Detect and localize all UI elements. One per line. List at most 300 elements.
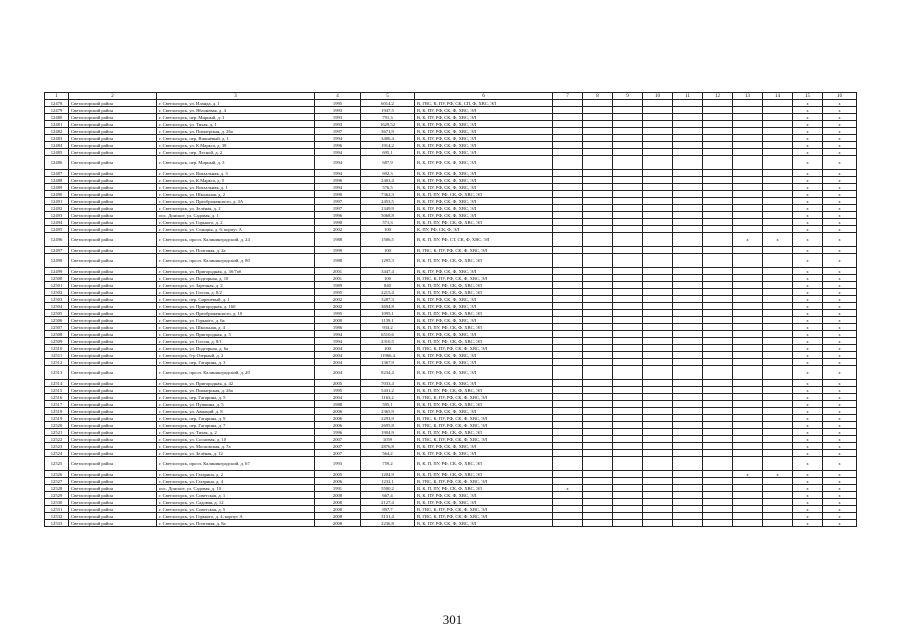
district-cell: Светлогорский район [69,366,157,380]
row-number: 12491 [45,198,69,205]
mark-cell-col-8 [583,107,613,114]
mark-cell-col-7: х [553,485,583,492]
mark-cell-col-15: х [793,135,823,142]
mark-cell-col-8 [583,317,613,324]
row-number: 12527 [45,478,69,485]
table-row [45,338,857,345]
mark-cell-col-8 [583,408,613,415]
mark-cell-col-13 [733,394,763,401]
mark-cell-col-15: х [793,100,823,107]
mark-cell-col-10 [643,219,673,226]
mark-cell-col-12 [703,184,733,191]
row-number: 12531 [45,506,69,513]
mark-cell-col-7 [553,135,583,142]
works-cell: В, ГВС, К, ПУ, РФ, СК, Ф, ХВС, ЭЛ [415,478,553,485]
mark-cell-col-7 [553,296,583,303]
mark-cell-col-16: х [823,394,857,401]
works-cell: В, К, ПУ, РФ, СК, Ф, ХВС, ЭЛ [415,303,553,310]
mark-cell-col-10 [643,317,673,324]
mark-cell-col-9 [613,149,643,156]
mark-cell-col-11 [673,282,703,289]
mark-cell-col-13 [733,170,763,177]
district-cell: Светлогорский район [69,471,157,478]
mark-cell-col-8 [583,338,613,345]
row-number: 12499 [45,268,69,275]
mark-cell-col-15: х [793,254,823,268]
mark-cell-col-11 [673,436,703,443]
mark-cell-col-12 [703,128,733,135]
mark-cell-col-11 [673,170,703,177]
mark-cell-col-14 [763,121,793,128]
address-cell: г. Светлогорск, ул. Садовая, д. 12 [157,499,315,506]
mark-cell-col-14 [763,422,793,429]
mark-cell-col-10 [643,485,673,492]
mark-cell-col-15: х [793,303,823,310]
mark-cell-col-11 [673,219,703,226]
mark-cell-col-16: х [823,226,857,233]
mark-cell-col-15: х [793,226,823,233]
row-number: 12485 [45,149,69,156]
area-cell: 8234,4 [361,366,415,380]
mark-cell-col-10 [643,184,673,191]
mark-cell-col-11 [673,394,703,401]
mark-cell-col-7 [553,149,583,156]
mark-cell-col-13 [733,254,763,268]
mark-cell-col-9 [613,359,643,366]
area-cell: 100 [361,247,415,254]
address-cell: г. Светлогорск, б-р Озерный, д. 2 [157,352,315,359]
row-number: 12524 [45,450,69,457]
district-cell: Светлогорский район [69,212,157,219]
mark-cell-col-16: х [823,457,857,471]
mark-cell-col-16: х [823,471,857,478]
works-cell: В, К, ПУ, РФ, СК, Ф, ХВС, ЭЛ [415,121,553,128]
mark-cell-col-8 [583,282,613,289]
mark-cell-col-10 [643,212,673,219]
mark-cell-col-15: х [793,191,823,198]
year-cell: 1989 [315,282,361,289]
mark-cell-col-11 [673,450,703,457]
table-row [45,275,857,282]
mark-cell-col-9 [613,443,643,450]
mark-cell-col-11 [673,415,703,422]
district-cell: Светлогорский район [69,457,157,471]
mark-cell-col-16: х [823,506,857,513]
year-cell: 2002 [315,303,361,310]
mark-cell-col-12 [703,513,733,520]
mark-cell-col-16: х [823,205,857,212]
mark-cell-col-13 [733,380,763,387]
mark-cell-col-11 [673,366,703,380]
mark-cell-col-10 [643,107,673,114]
mark-cell-col-14 [763,499,793,506]
address-cell: г. Светлогорск, ул. Горького, д. 4, корпус А [157,513,315,520]
address-cell: г. Светлогорск, ул. Вокзальная, д. 1 [157,184,315,191]
works-cell: К, ПУ, РФ, СК, Ф, ЭЛ [415,226,553,233]
address-cell: г. Светлогорск, пер. Сиреневый, д. 1 [157,296,315,303]
address-cell: г. Светлогорск, ул. Зелёная, д. 2 [157,205,315,212]
year-cell: 2007 [315,436,361,443]
area-cell: 6510,6 [361,331,415,338]
area-cell: 1232,1 [361,478,415,485]
mark-cell-col-14 [763,506,793,513]
year-cell: 2008 [315,520,361,527]
mark-cell-col-10 [643,443,673,450]
mark-cell-col-14 [763,394,793,401]
year-cell: 1999 [315,247,361,254]
mark-cell-col-11 [673,499,703,506]
mark-cell-col-11 [673,324,703,331]
mark-cell-col-7 [553,191,583,198]
mark-cell-col-14 [763,338,793,345]
address-cell: г. Светлогорск, ул. Советская, д. 1 [157,492,315,499]
mark-cell-col-13 [733,429,763,436]
area-cell: 6014,2 [361,100,415,107]
table-row [45,331,857,338]
mark-cell-col-15: х [793,394,823,401]
table-row [45,422,857,429]
address-cell: г. Светлогорск, ул. Московская, д. 7а [157,443,315,450]
mark-cell-col-13 [733,142,763,149]
year-cell: 2006 [315,478,361,485]
mark-cell-col-13 [733,282,763,289]
mark-cell-col-10 [643,422,673,429]
year-cell: 2004 [315,394,361,401]
mark-cell-col-9 [613,114,643,121]
mark-cell-col-11 [673,471,703,478]
mark-cell-col-9 [613,436,643,443]
mark-cell-col-7 [553,107,583,114]
area-cell: 695,1 [361,149,415,156]
mark-cell-col-7 [553,520,583,527]
mark-cell-col-11 [673,149,703,156]
mark-cell-col-9 [613,254,643,268]
mark-cell-col-14 [763,135,793,142]
table-body [45,100,857,527]
row-number: 12512 [45,359,69,366]
mark-cell-col-12 [703,100,733,107]
mark-cell-col-10 [643,401,673,408]
mark-cell-col-14 [763,366,793,380]
works-cell: В, ГВС, К, ПУ, РФ, СК, Ф, ХВС, ЭЛ [415,345,553,352]
table-row [45,170,857,177]
address-cell: г. Светлогорск, ул. Горького, д. 6а [157,317,315,324]
mark-cell-col-7 [553,114,583,121]
works-cell: В, К, П, ПУ, РФ, СТ, СК, Ф, ХВС, ЭЛ [415,233,553,247]
mark-cell-col-7 [553,471,583,478]
mark-cell-col-8 [583,275,613,282]
mark-cell-col-12 [703,499,733,506]
table-row [45,191,857,198]
address-cell: г. Светлогорск, пер. Вишнёвый, д. 1 [157,135,315,142]
mark-cell-col-8 [583,114,613,121]
district-cell: Светлогорский район [69,205,157,212]
year-cell: 2001 [315,275,361,282]
address-cell: г. Светлогорск, ул. К.Маркса, д. 38 [157,142,315,149]
row-number: 12489 [45,184,69,191]
mark-cell-col-16: х [823,485,857,492]
mark-cell-col-11 [673,135,703,142]
district-cell: Светлогорский район [69,156,157,170]
mark-cell-col-12 [703,219,733,226]
mark-cell-col-9 [613,471,643,478]
area-cell: 2403,4 [361,177,415,184]
row-number: 12487 [45,170,69,177]
year-cell: 1993 [315,114,361,121]
district-cell: Светлогорский район [69,499,157,506]
mark-cell-col-12 [703,226,733,233]
mark-cell-col-11 [673,289,703,296]
mark-cell-col-8 [583,142,613,149]
mark-cell-col-12 [703,415,733,422]
mark-cell-col-13 [733,107,763,114]
row-number: 12529 [45,492,69,499]
mark-cell-col-12 [703,359,733,366]
address-cell: г. Светлогорск, ул. Авиаций, д. 8 [157,408,315,415]
mark-cell-col-13 [733,443,763,450]
mark-cell-col-14 [763,149,793,156]
mark-cell-col-11 [673,296,703,303]
mark-cell-col-15: х [793,520,823,527]
mark-cell-col-14 [763,345,793,352]
mark-cell-col-16: х [823,275,857,282]
mark-cell-col-14 [763,457,793,471]
area-cell: 576,5 [361,184,415,191]
mark-cell-col-12 [703,401,733,408]
mark-cell-col-13 [733,177,763,184]
mark-cell-col-12 [703,275,733,282]
mark-cell-col-16: х [823,520,857,527]
mark-cell-col-7 [553,275,583,282]
area-cell: 840 [361,282,415,289]
district-cell: Светлогорский район [69,506,157,513]
area-cell: 3406,4 [361,135,415,142]
mark-cell-col-7 [553,387,583,394]
address-cell: г. Светлогорск, ул. Горького, д. 2 [157,219,315,226]
mark-cell-col-10 [643,394,673,401]
mark-cell-col-11 [673,352,703,359]
address-cell: г. Светлогорск, пер. Мирный, д. 3 [157,156,315,170]
mark-cell-col-13 [733,219,763,226]
mark-cell-col-15: х [793,156,823,170]
mark-cell-col-16: х [823,191,857,198]
mark-cell-col-9 [613,198,643,205]
mark-cell-col-15: х [793,219,823,226]
mark-cell-col-7 [553,324,583,331]
mark-cell-col-8 [583,401,613,408]
district-cell: Светлогорский район [69,303,157,310]
works-cell: В, ГВС, К, ПУ, РФ, СК, Ф, ХВС, ЭЛ [415,394,553,401]
mark-cell-col-15: х [793,429,823,436]
district-cell: Светлогорский район [69,128,157,135]
mark-cell-col-14 [763,513,793,520]
mark-cell-col-12 [703,443,733,450]
table-header-row [45,93,857,100]
mark-cell-col-14 [763,359,793,366]
table-row [45,387,857,394]
district-cell: Светлогорский район [69,296,157,303]
mark-cell-col-11 [673,156,703,170]
mark-cell-col-11 [673,478,703,485]
mark-cell-col-16: х [823,177,857,184]
mark-cell-col-11 [673,387,703,394]
mark-cell-col-14 [763,128,793,135]
district-cell: Светлогорский район [69,100,157,107]
mark-cell-col-10 [643,135,673,142]
mark-cell-col-7 [553,282,583,289]
mark-cell-col-15: х [793,415,823,422]
table-row [45,247,857,254]
mark-cell-col-8 [583,436,613,443]
column-header-6: 6 [415,93,553,100]
area-cell: 2695,8 [361,422,415,429]
mark-cell-col-9 [613,128,643,135]
mark-cell-col-15: х [793,380,823,387]
mark-cell-col-10 [643,247,673,254]
address-cell: г. Светлогорск, ул. Тихая, д. 2 [157,429,315,436]
table-row [45,506,857,513]
works-cell: В, К, ПУ, РФ, СК, Ф, ХВС, ЭЛ [415,198,553,205]
mark-cell-col-9 [613,100,643,107]
district-cell: Светлогорский район [69,352,157,359]
mark-cell-col-9 [613,394,643,401]
mark-cell-col-12 [703,394,733,401]
column-header-3: 3 [157,93,315,100]
mark-cell-col-14 [763,198,793,205]
table-row [45,457,857,471]
table-row [45,149,857,156]
row-number: 12518 [45,408,69,415]
mark-cell-col-11 [673,359,703,366]
mark-cell-col-13 [733,506,763,513]
mark-cell-col-13 [733,135,763,142]
mark-cell-col-11 [673,205,703,212]
address-cell: г. Светлогорск, ул. Подгорная, д. 10 [157,275,315,282]
mark-cell-col-10 [643,345,673,352]
mark-cell-col-12 [703,303,733,310]
mark-cell-col-14 [763,352,793,359]
row-number: 12495 [45,226,69,233]
mark-cell-col-8 [583,380,613,387]
mark-cell-col-12 [703,191,733,198]
mark-cell-col-11 [673,275,703,282]
mark-cell-col-14 [763,289,793,296]
mark-cell-col-8 [583,135,613,142]
mark-cell-col-10 [643,513,673,520]
year-cell: 2008 [315,499,361,506]
mark-cell-col-9 [613,177,643,184]
row-number: 12497 [45,247,69,254]
mark-cell-col-15: х [793,233,823,247]
mark-cell-col-16: х [823,338,857,345]
year-cell: 1995 [315,289,361,296]
mark-cell-col-10 [643,275,673,282]
mark-cell-col-9 [613,422,643,429]
year-cell: 1988 [315,254,361,268]
mark-cell-col-10 [643,289,673,296]
mark-cell-col-8 [583,324,613,331]
district-cell: Светлогорский район [69,317,157,324]
table-row [45,282,857,289]
column-header-12: 12 [703,93,733,100]
mark-cell-col-10 [643,254,673,268]
address-cell: г. Светлогорск, ул. Яблоневая, д. 4 [157,107,315,114]
mark-cell-col-12 [703,205,733,212]
year-cell: 1995 [315,310,361,317]
mark-cell-col-7 [553,338,583,345]
row-number: 12479 [45,107,69,114]
mark-cell-col-16: х [823,128,857,135]
table-row [45,401,857,408]
column-header-2: 2 [69,93,157,100]
works-cell: В, ГВС, К, ПУ, РФ, СК, Ф, ХВС, ЭЛ [415,513,553,520]
year-cell: 1993 [315,107,361,114]
year-cell: 1996 [315,429,361,436]
mark-cell-col-14 [763,317,793,324]
district-cell: Светлогорский район [69,184,157,191]
mark-cell-col-16: х [823,401,857,408]
table-row [45,352,857,359]
year-cell: 2002 [315,226,361,233]
district-cell: Светлогорский район [69,401,157,408]
mark-cell-col-12 [703,114,733,121]
mark-cell-col-10 [643,506,673,513]
mark-cell-col-10 [643,352,673,359]
mark-cell-col-15: х [793,457,823,471]
mark-cell-col-15: х [793,408,823,415]
mark-cell-col-8 [583,366,613,380]
table-row [45,429,857,436]
district-cell: Светлогорский район [69,219,157,226]
mark-cell-col-16: х [823,317,857,324]
area-cell: 1914,2 [361,142,415,149]
mark-cell-col-16: х [823,366,857,380]
mark-cell-col-14 [763,408,793,415]
mark-cell-col-7 [553,366,583,380]
mark-cell-col-7 [553,492,583,499]
address-cell: г. Светлогорск, ул. Советская, д. 5 [157,506,315,513]
table-row [45,415,857,422]
mark-cell-col-7 [553,205,583,212]
mark-cell-col-7 [553,429,583,436]
year-cell: 2004 [315,359,361,366]
table-row [45,107,857,114]
row-number: 12496 [45,233,69,247]
row-number: 12486 [45,156,69,170]
works-cell: В, ГВС, К, ПУ, РФ, СК, СП, Ф, ХВС, ЭЛ [415,100,553,107]
works-cell: В, К, ПУ, РФ, СК, Ф, ХВС, ЭЛ [415,184,553,191]
works-cell: В, К, П, ПУ, РФ, СК, Ф, ХВС, ЭЛ [415,324,553,331]
mark-cell-col-8 [583,359,613,366]
district-cell: Светлогорский район [69,331,157,338]
area-cell: 1904,9 [361,429,415,436]
mark-cell-col-7 [553,303,583,310]
mark-cell-col-13 [733,205,763,212]
row-number: 12501 [45,282,69,289]
mark-cell-col-14 [763,303,793,310]
row-number: 12514 [45,380,69,387]
address-cell: г. Светлогорск, пер. Гагарина, д. 3 [157,359,315,366]
mark-cell-col-14 [763,184,793,191]
mark-cell-col-15: х [793,352,823,359]
mark-cell-col-15: х [793,310,823,317]
mark-cell-col-10 [643,429,673,436]
mark-cell-col-8 [583,387,613,394]
mark-cell-col-15: х [793,359,823,366]
mark-cell-col-11 [673,121,703,128]
works-cell: В, К, ПУ, РФ, СК, Ф, ХВС, ЭЛ [415,114,553,121]
mark-cell-col-12 [703,121,733,128]
